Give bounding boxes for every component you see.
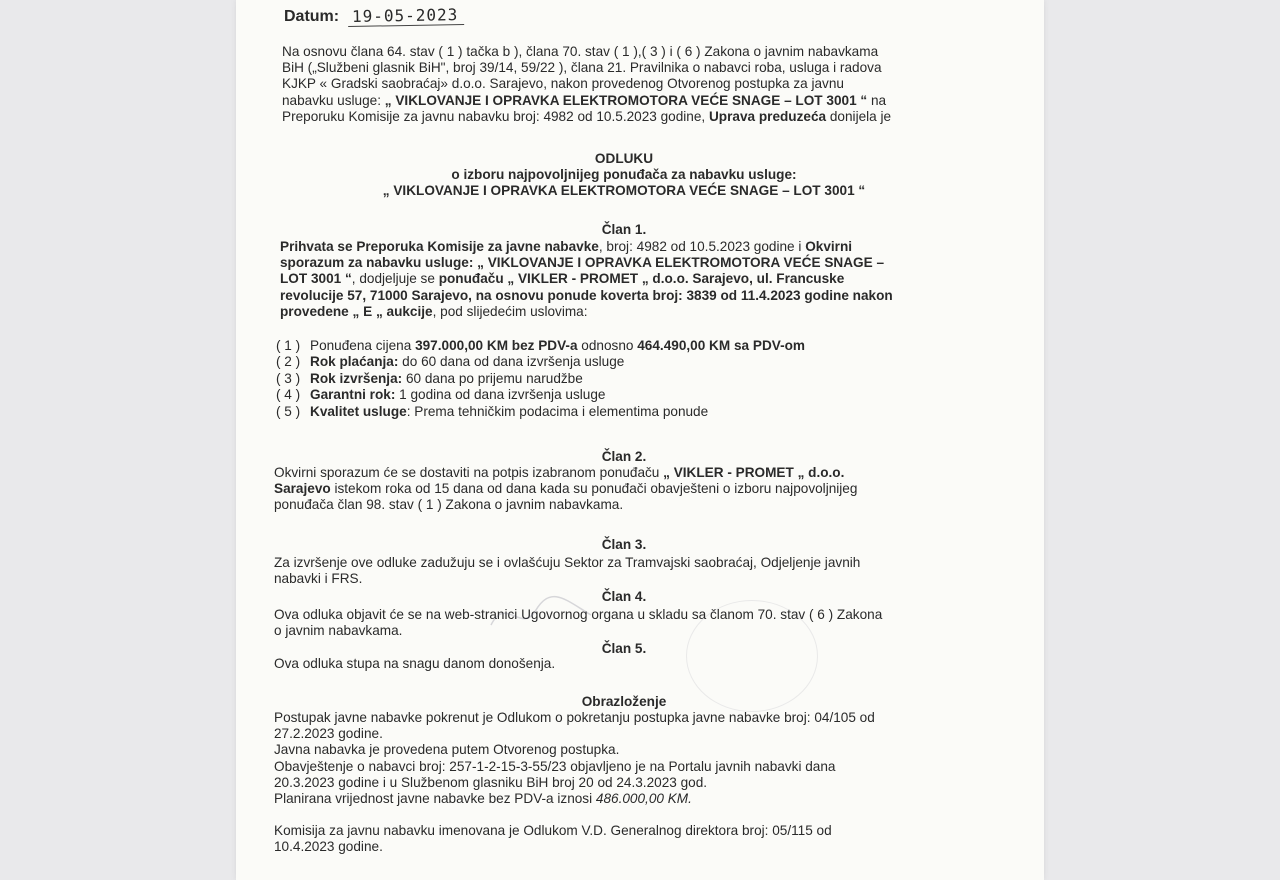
- obrazlozenje-line: Javna nabavka je provedena putem Otvorenog postupka.: [274, 742, 620, 758]
- condition-number: ( 2 ): [276, 354, 301, 370]
- decision-title-block: [274, 151, 974, 200]
- clan1-line: sporazum za nabavku usluge: „ VIKLOVANJE I OPRAVKA ELEKTROMOTORA VEĆE SNAGE –: [280, 255, 885, 271]
- obrazlozenje-line: 20.3.2023 godine i u Službenom glasniku BiH broj 20 od 24.3.2023 god.: [274, 774, 708, 790]
- clan1-heading: Član 1.: [601, 222, 647, 237]
- clan2-text: Okvirni sporazum će se dostaviti na potpis izabranom ponuđaču: [274, 465, 664, 480]
- clan2-line: ponuđača član 98. stav ( 1 ) Zakona o javnim nabavkama.: [274, 497, 624, 513]
- faint-stamp: [686, 600, 818, 712]
- condition-label: Rok izvršenja:: [310, 370, 403, 386]
- clan4-line: o javnim nabavkama.: [274, 623, 403, 639]
- clan1-bold: Prihvata se Preporuka Komisije za javne nabavke: [280, 239, 599, 254]
- faint-signature-icon: [486, 585, 596, 645]
- condition-text: do 60 dana od dana izvršenja usluge: [398, 354, 625, 370]
- clan2-heading: Član 2.: [601, 449, 647, 464]
- condition-item: [276, 404, 1016, 420]
- condition-number: ( 4 ): [276, 387, 301, 403]
- decision-service-title: „ VIKLOVANJE I OPRAVKA ELEKTROMOTORA VEĆE SNAGE – LOT 3001 “: [382, 183, 866, 199]
- clan2-bold: Sarajevo: [274, 481, 331, 497]
- management-bold: Uprava preduzeća: [708, 108, 827, 124]
- datum-handwritten-value: 19-05-2023: [347, 5, 464, 27]
- intro-line: [282, 93, 1002, 109]
- clan1-line: [280, 239, 1016, 255]
- clan3-line: Za izvršenje ove odluke zadužuju se i ovlašćuju Sektor za Tramvajski saobraćaj, Odjeljenje javnih: [274, 555, 861, 570]
- clan1-bold: Okvirni: [805, 239, 853, 254]
- clan1-text: , pod slijedećim uslovima:: [432, 303, 588, 319]
- condition-item: [276, 338, 1016, 354]
- condition-number: ( 1 ): [276, 338, 301, 353]
- clan2-paragraph: [274, 465, 1010, 514]
- planned-value-italic: 486.000,00 KM.: [595, 791, 692, 807]
- clan4-line: Ova odluka objavit će se na web-stranici Ugovornog organa u skladu sa članom 70. stav ( 6 ) Zakona: [274, 607, 883, 622]
- date-line: [284, 6, 464, 26]
- condition-price-bold: 397.000,00 KM bez PDV-a: [415, 338, 578, 353]
- clan1-paragraph: [280, 239, 1016, 320]
- intro-text: na: [867, 92, 887, 108]
- clan1-line: [280, 304, 1016, 320]
- clan3-paragraph: [274, 555, 1014, 587]
- condition-number: ( 5 ): [276, 403, 301, 419]
- decision-subtitle: o izboru najpovoljnijeg ponuđača za nabavku usluge:: [451, 167, 797, 183]
- condition-text: : Prema tehničkim podacima i elementima ponude: [406, 403, 709, 419]
- decision-title: ODLUKU: [594, 151, 654, 166]
- intro-line: Na osnovu člana 64. stav ( 1 ) tačka b ), člana 70. stav ( 1 ),( 3 ) i ( 6 ) Zakona o javnim nabavkama: [282, 44, 879, 59]
- intro-paragraph: [282, 44, 1002, 125]
- service-title-bold: „ VIKLOVANJE I OPRAVKA ELEKTROMOTORA VEĆE SNAGE – LOT 3001 “: [384, 92, 868, 108]
- condition-text: Ponuđena cijena: [310, 338, 416, 353]
- condition-number: ( 3 ): [276, 370, 301, 386]
- conditions-list: [276, 338, 1016, 420]
- clan5-line: Ova odluka stupa na snagu danom donošenja.: [274, 656, 556, 671]
- obrazlozenje-line: [274, 791, 1014, 807]
- clan3-heading: Član 3.: [601, 537, 647, 552]
- obrazlozenje-line: Obavještenje o nabavci broj: 257-1-2-15-3-55/23 objavljeno je na Portalu javnih nabavki dana: [274, 758, 836, 774]
- obrazlozenje-line: Komisija za javnu nabavku imenovana je Odlukom V.D. Generalnog direktora broj: 05/115 od: [274, 823, 832, 839]
- clan1-bold: ponuđaču „ VIKLER - PROMET „ d.o.o. Sarajevo, ul. Francuske: [438, 271, 845, 287]
- clan1-line: revolucije 57, 71000 Sarajevo, na osnovu ponude koverta broj: 3839 od 11.4.2023 godine nakon: [280, 287, 893, 303]
- condition-label: Garantni rok:: [310, 387, 396, 403]
- condition-price-bold: 464.490,00 KM sa PDV-om: [637, 338, 805, 353]
- clan4-paragraph: [274, 607, 1014, 639]
- clan1-bold: LOT 3001 “: [280, 271, 352, 287]
- intro-line: KJKP « Gradski saobraćaj» d.o.o. Sarajevo, nakon provedenog Otvorenog postupka za javnu: [282, 76, 844, 92]
- clan1-text: , broj: 4982 od 10.5.2023 godine i: [598, 239, 806, 254]
- clan1-text: , dodjeljuje se: [351, 271, 439, 287]
- condition-item: [276, 354, 1016, 370]
- clan1-bold: provedene „ E „ aukcije: [280, 303, 433, 319]
- intro-text: donijela je: [826, 108, 892, 124]
- clan2-line: [274, 465, 1010, 481]
- obrazlozenje-line: Postupak javne nabavke pokrenut je Odlukom o pokretanju postupka javne nabavke broj: 04/105 od: [274, 710, 875, 725]
- clan3-line: nabavki i FRS.: [274, 571, 363, 587]
- clan4-heading: Član 4.: [601, 589, 647, 604]
- condition-text: odnosno: [577, 338, 638, 353]
- clan2-line: [274, 481, 1010, 497]
- datum-label: Datum:: [284, 8, 340, 25]
- clan5-paragraph: [274, 656, 1014, 672]
- condition-text: 1 godina od dana izvršenja usluge: [395, 387, 606, 403]
- condition-label: Rok plaćanja:: [310, 354, 399, 370]
- intro-text: Preporuku Komisije za javnu nabavku broj: 4982 od 10.5.2023 godine,: [282, 108, 709, 124]
- condition-text: 60 dana po prijemu narudžbe: [402, 370, 583, 386]
- obrazlozenje-line: 10.4.2023 godine.: [274, 839, 383, 855]
- clan1-line: [280, 271, 1016, 287]
- condition-item: [276, 371, 1016, 387]
- condition-label: Kvalitet usluge: [310, 403, 407, 419]
- obrazlozenje-heading: Obrazloženje: [581, 694, 667, 709]
- intro-text: nabavku usluge:: [282, 92, 385, 108]
- obrazlozenje-line: 27.2.2023 godine.: [274, 726, 383, 742]
- intro-line: BiH („Službeni glasnik BiH", broj 39/14, 59/22 ), člana 21. Pravilnika o nabavci roba, usluga i radova: [282, 60, 882, 76]
- clan2-bold: „ VIKLER - PROMET „ d.o.o.: [663, 465, 845, 480]
- paragraph-spacer: [274, 807, 1014, 823]
- document-page: [236, 0, 1044, 880]
- clan2-text: istekom roka od 15 dana od dana kada su ponuđači obavješteni o izboru najpovoljnijeg: [330, 481, 858, 497]
- condition-item: [276, 387, 1016, 403]
- obrazlozenje-paragraph: [274, 710, 1014, 856]
- intro-line: [282, 109, 1002, 125]
- clan5-heading: Član 5.: [601, 641, 647, 656]
- obrazlozenje-text: Planirana vrijednost javne nabavke bez PDV-a iznosi: [274, 791, 596, 807]
